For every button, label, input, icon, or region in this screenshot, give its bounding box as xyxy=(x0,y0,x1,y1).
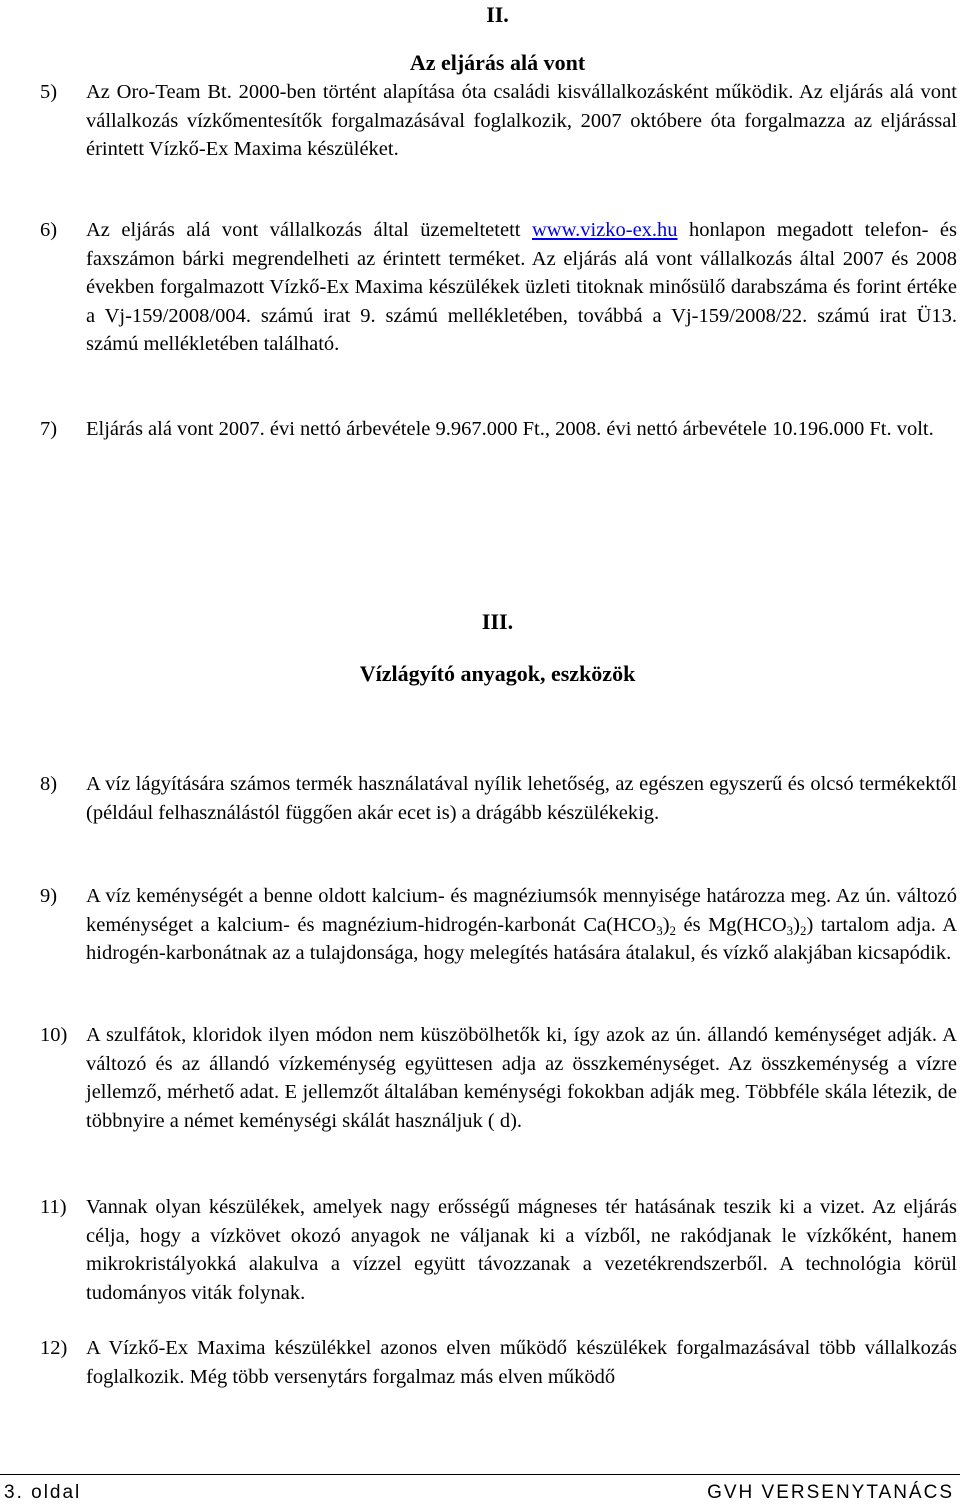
paragraph-number: 10) xyxy=(40,1024,68,1046)
website-link[interactable]: www.vizko-ex.hu xyxy=(531,219,678,241)
paragraph-12 xyxy=(40,1334,957,1391)
paragraph-5 xyxy=(40,78,957,164)
text-segment: honlapon megadott telefon- és faxszámon bárki megrendelheti az érintett terméket. Az eljárás alá vont vállalkozás által 2007 és 2008 években forgalmazott Vízkő-Ex Maxima készülékek üzleti titoknak minősülő darabszáma és forint értéke a Vj-159/2008/004. számú irat 9. számú mellékletében, továbbá a Vj-159/2008/22. számú irat Ü13. számú mellékletében található. xyxy=(86,219,957,355)
paragraph-number: 11) xyxy=(40,1196,67,1218)
paragraph-8 xyxy=(40,770,957,827)
paragraph-number: 12) xyxy=(40,1337,68,1359)
paragraph-number: 7) xyxy=(40,418,58,440)
text-segment: Az eljárás alá vont vállalkozás által üzemeltetett xyxy=(86,219,532,241)
paragraph-6 xyxy=(40,216,957,359)
paragraph-text: A víz lágyítására számos termék használatával nyílik lehetőség, az egészen egyszerű és olcsó termékektől (például felhasználástól függően akár ecet is) a drágább készülékekig. xyxy=(86,773,957,824)
paragraph-7 xyxy=(40,415,957,444)
paragraph-11 xyxy=(40,1193,957,1307)
paragraph-number: 9) xyxy=(40,885,58,907)
text-segment: ) xyxy=(793,913,800,936)
subscript: 3 xyxy=(786,922,794,938)
footer-organization: GVH VERSENYTANÁCS xyxy=(707,1482,954,1503)
text-segment: és Mg(HCO xyxy=(676,913,787,936)
paragraph-text: A Vízkő-Ex Maxima készülékkel azonos elven működő készülékek forgalmazásával több vállalkozás foglalkozik. Még több versenytárs forgalmaz más elven működő xyxy=(86,1337,957,1388)
paragraph-text xyxy=(86,882,957,968)
section-title-ii: Az eljárás alá vont xyxy=(409,50,586,75)
paragraph-text: Eljárás alá vont 2007. évi nettó árbevétele 9.967.000 Ft., 2008. évi nettó árbevétele 10.196.000 Ft. volt. xyxy=(86,418,934,440)
subscript: 2 xyxy=(669,922,677,938)
paragraph-text: Az Oro-Team Bt. 2000-ben történt alapítása óta családi kisvállalkozásként működik. Az eljárás alá vont vállalkozás vízkőmentesítők forgalmazásával foglalkozik, 2007 októbere óta forgalmazza az eljárással érintett Vízkő-Ex Maxima készüléket. xyxy=(86,81,957,160)
subscript: 3 xyxy=(656,922,663,938)
section-number-ii: II. xyxy=(486,2,509,27)
footer-divider xyxy=(0,1474,960,1475)
text-segment: A víz keménységét a benne oldott kalcium- és magnéziumsók mennyisége határozza meg. Az ún. változó keménységet a kalcium- és magnézium-hidrogén-karbonát Ca(HCO xyxy=(86,885,957,936)
paragraph-text: Vannak olyan készülékek, amelyek nagy erősségű mágneses tér hatásának teszik ki a vizet. Az eljárás célja, hogy a vízkövet okozó anyagok ne váljanak ki a vízből, ne rakódjanak le vízkőként, hanem mikrokristályokká alakulva a vízzel együtt távozzanak a vezetékrendszerből. A technológia körül tudományos viták folynak. xyxy=(86,1196,957,1304)
paragraph-number: 8) xyxy=(40,773,58,795)
paragraph-9 xyxy=(40,882,957,968)
section-number-iii: III. xyxy=(481,609,514,634)
footer-page-number: 3. oldal xyxy=(4,1482,82,1503)
paragraph-10 xyxy=(40,1021,957,1135)
paragraph-number: 5) xyxy=(40,81,58,103)
paragraph-number: 6) xyxy=(40,219,58,241)
paragraph-text xyxy=(86,216,957,359)
section-title-iii: Vízlágyító anyagok, eszközök xyxy=(359,661,636,686)
subscript: 2 xyxy=(799,922,807,938)
text-segment: ) tartalom adja. A hidrogén-karbonátnak az a tulajdonsága, hogy melegítés hatására átalakul, és vízkő alakjában kicsapódik. xyxy=(86,913,957,964)
text-segment: ) xyxy=(662,913,670,936)
paragraph-text: A szulfátok, kloridok ilyen módon nem küszöbölhetők ki, így azok az ún. állandó keménységet adják. A változó és az állandó vízkeménység együttesen adja az összkeménységet. Az összkeménység a vízre jellemző, mérhető adat. E jellemzőt általában keménységi fokokban adják meg. Többféle skála létezik, de többnyire a német keménységi skálát használjuk ( d). xyxy=(86,1024,957,1132)
